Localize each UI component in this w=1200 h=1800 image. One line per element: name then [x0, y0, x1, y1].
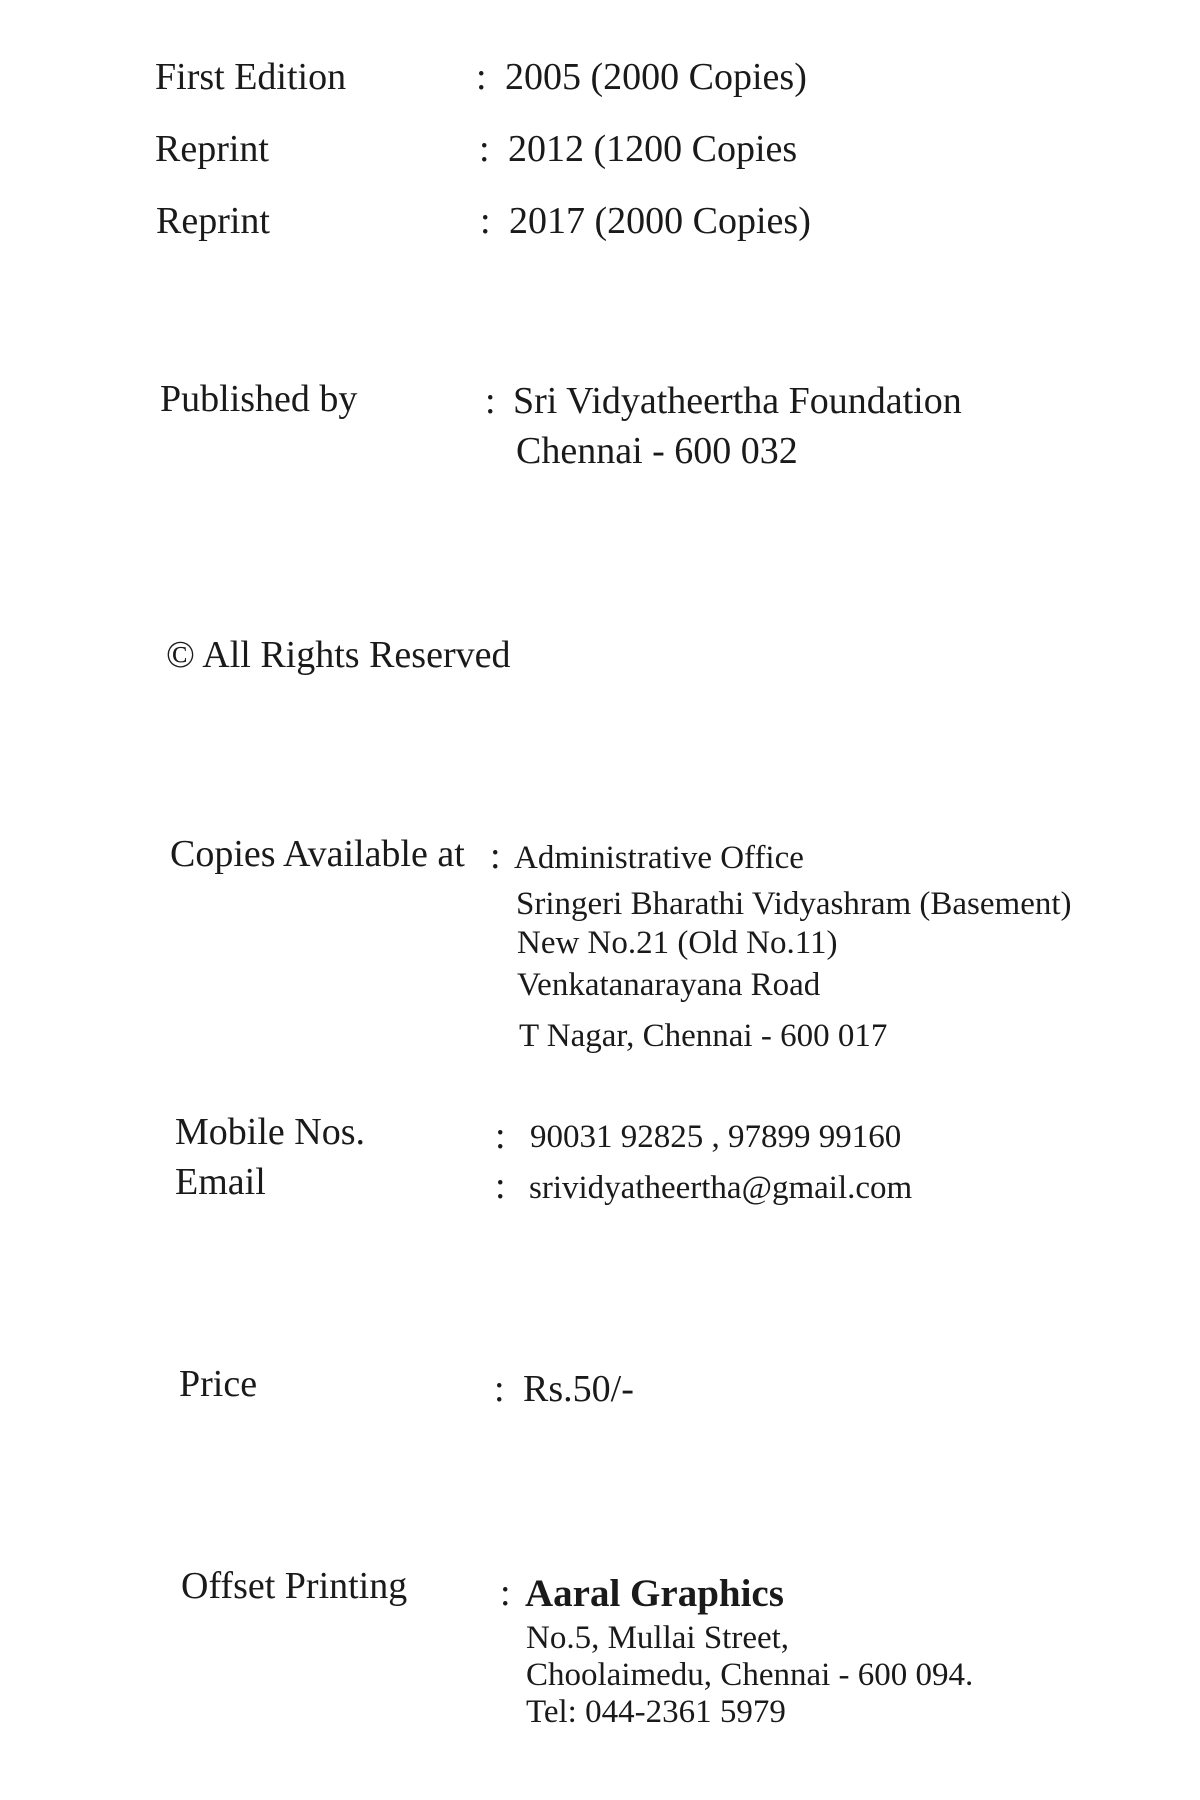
publisher-city: Chennai - 600 032 — [516, 430, 798, 472]
separator-colon: : — [480, 200, 491, 242]
separator-colon: : — [476, 56, 487, 98]
price-label: Price — [179, 1363, 258, 1405]
copies-label: Copies Available at — [170, 833, 465, 875]
separator-colon: : — [485, 380, 496, 422]
publisher-name: Sri Vidyatheertha Foundation — [513, 380, 962, 422]
email-label: Email — [175, 1161, 266, 1203]
edition-label: Reprint — [156, 200, 270, 242]
copies-address-line: Administrative Office — [514, 840, 804, 876]
printer-address-line: No.5, Mullai Street, — [526, 1620, 790, 1656]
separator-colon: : — [490, 835, 501, 877]
printer-label: Offset Printing — [181, 1565, 408, 1607]
separator-colon: : — [495, 1165, 506, 1207]
price-value: Rs.50/- — [523, 1368, 634, 1410]
edition-value: 2012 (1200 Copies — [508, 128, 798, 170]
copies-address-line: Venkatanarayana Road — [517, 967, 821, 1003]
copies-address-line: Sringeri Bharathi Vidyashram (Basement) — [516, 886, 1072, 922]
separator-colon: : — [494, 1368, 505, 1410]
publisher-label: Published by — [160, 378, 358, 420]
mobile-label: Mobile Nos. — [175, 1111, 365, 1153]
edition-label: Reprint — [155, 128, 269, 170]
printer-address-line: Choolaimedu, Chennai - 600 094. — [526, 1657, 974, 1693]
edition-value: 2017 (2000 Copies) — [509, 200, 811, 242]
separator-colon: : — [495, 1115, 506, 1157]
separator-colon: : — [500, 1572, 511, 1614]
copies-address-line: New No.21 (Old No.11) — [517, 925, 838, 961]
separator-colon: : — [479, 128, 490, 170]
printer-name: Aaral Graphics — [525, 1572, 784, 1615]
email-value: srividyatheertha@gmail.com — [529, 1170, 913, 1206]
copyright-notice: © All Rights Reserved — [166, 634, 511, 676]
edition-value: 2005 (2000 Copies) — [505, 56, 807, 98]
copies-address-line: T Nagar, Chennai - 600 017 — [519, 1018, 888, 1054]
printer-phone: Tel: 044-2361 5979 — [526, 1694, 786, 1730]
edition-label: First Edition — [155, 56, 347, 98]
mobile-value: 90031 92825 , 97899 99160 — [530, 1119, 902, 1155]
